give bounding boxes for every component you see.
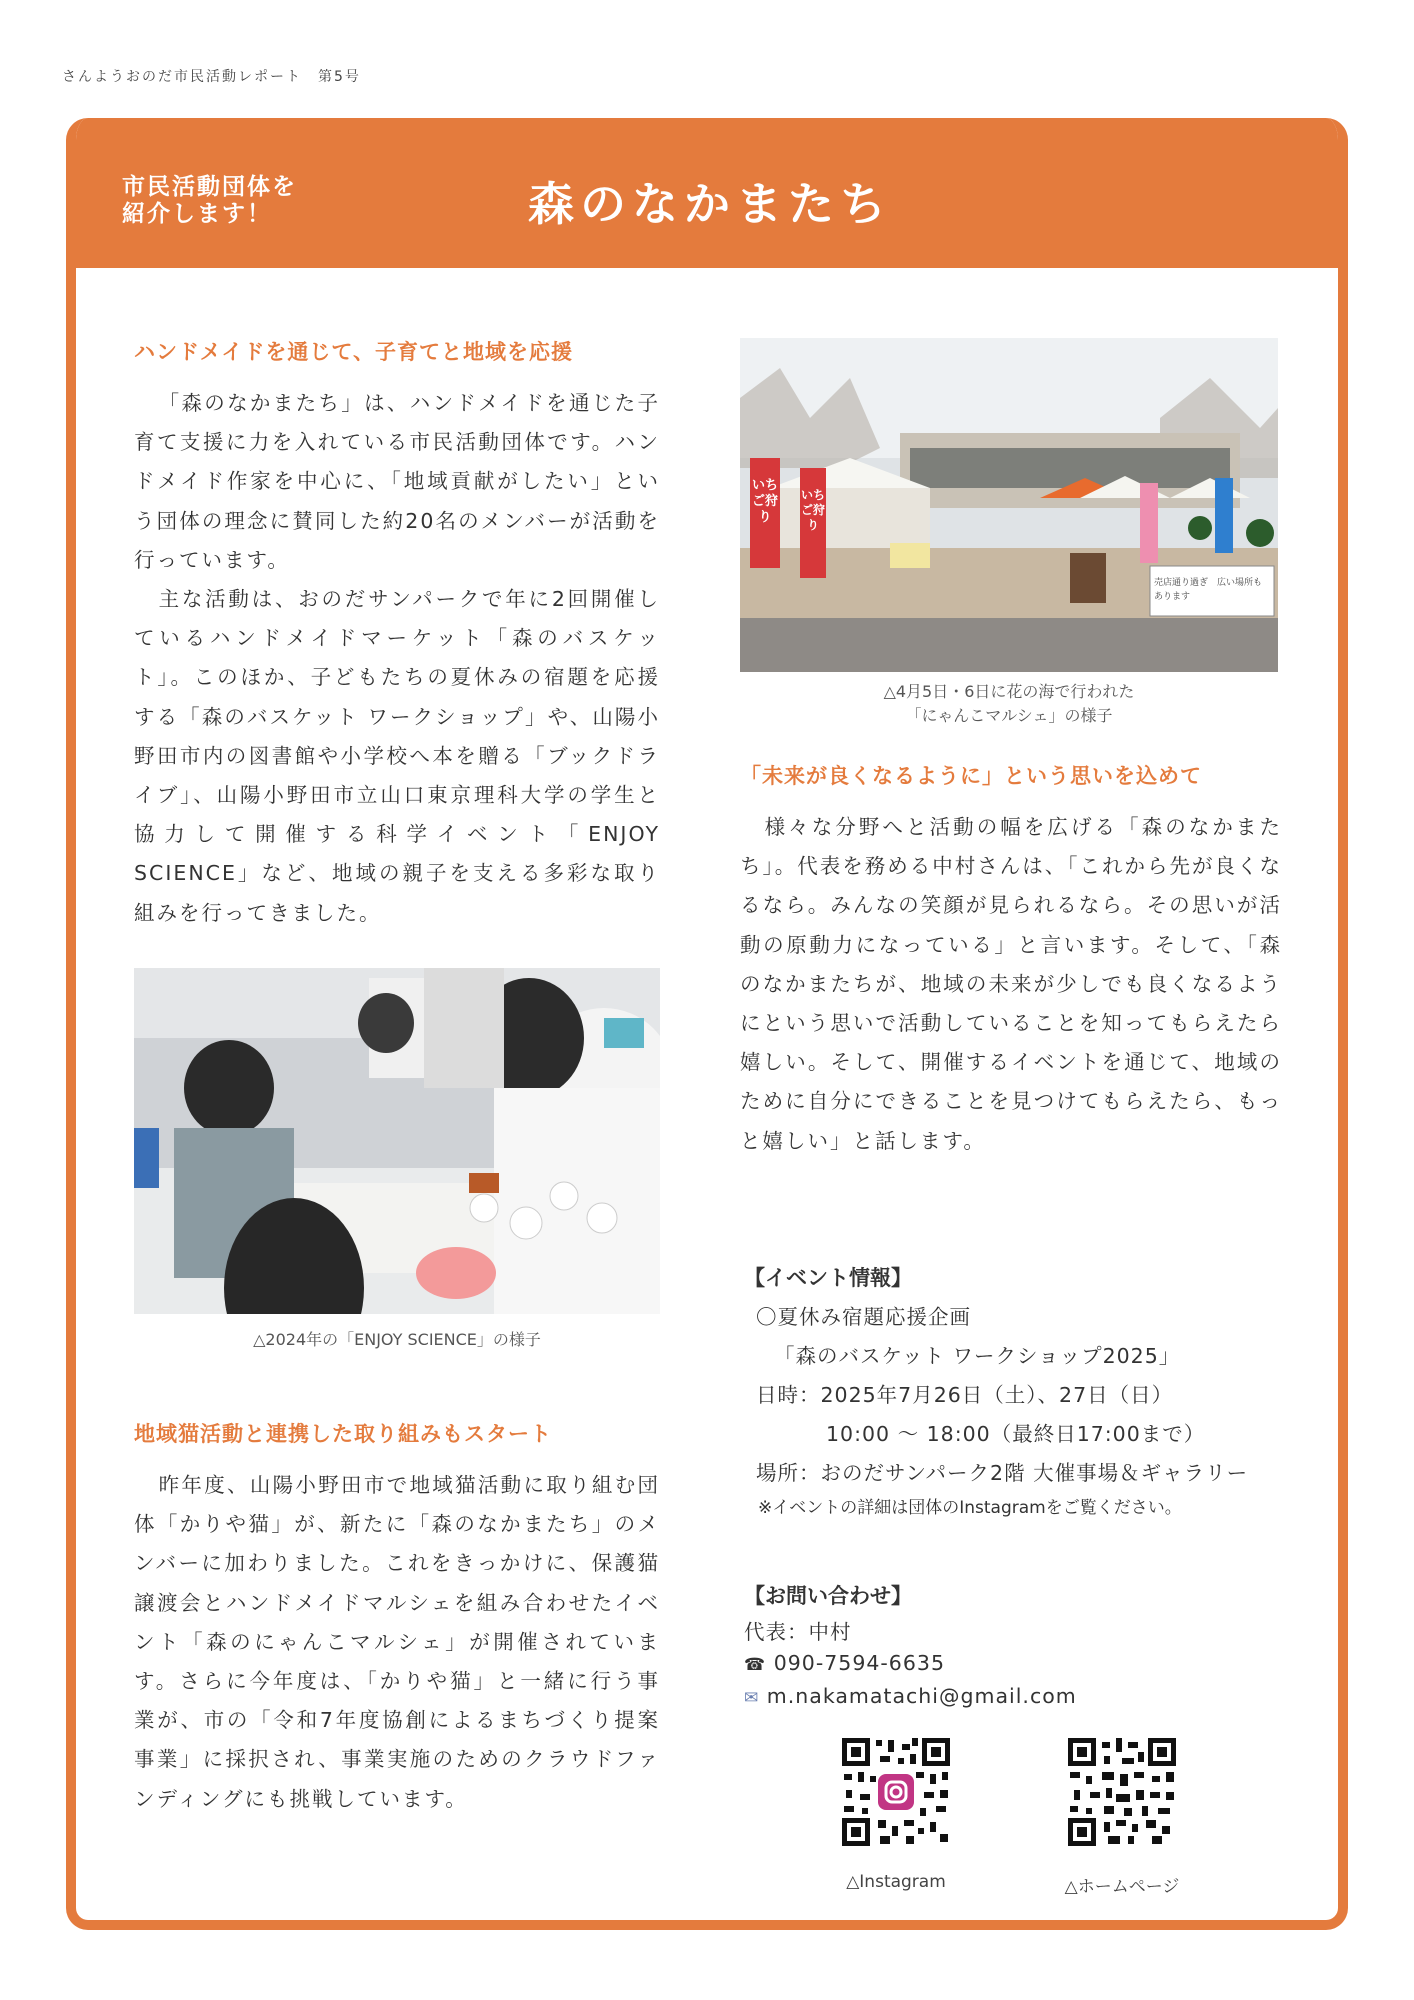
section-handmade-heading: ハンドメイドを通じて、子育てと地域を応援 xyxy=(134,340,573,364)
contact-heading: 【お問い合わせ】 xyxy=(744,1584,912,1608)
homepage-qr-code[interactable] xyxy=(1066,1736,1178,1848)
section-future xyxy=(740,760,1282,1161)
section-community-cats-para: 昨年度、山陽小野田市で地域猫活動に取り組む団体「かりや猫」が、新たに「森のなかまたち」のメンバーに加わりました。これをきっかけに、保護猫譲渡会とハンドメイドマルシェを組み合わせたイベント「森のにゃんこマルシェ」が開催されています。さらに今年度は、「かりや猫」と一緒に行う事業が、市の「令和7年度協創によるまちづくり提案事業」に採択され、事業実施のためのクラウドファンディングにも挑戦しています。 xyxy=(134,1473,660,1811)
publication-header: さんようおのだ市民活動レポート 第5号 xyxy=(62,69,361,85)
instagram-qr-code[interactable] xyxy=(840,1736,952,1848)
strawberry-banner-left: いちご狩り xyxy=(751,478,778,525)
instagram-qr-label: △Instagram xyxy=(846,1872,946,1892)
event-info-line1: 〇夏休み宿題応援企画 xyxy=(756,1305,971,1329)
section-community-cats-heading: 地域猫活動と連携した取り組みもスタート xyxy=(134,1422,552,1446)
event-info-heading: 【イベント情報】 xyxy=(744,1266,912,1290)
venue-sign: 売店通り過ぎ 広い場所もあります xyxy=(1154,578,1263,602)
event-info-place: 場所：おのだサンパーク2階 大催事場＆ギャラリー xyxy=(756,1461,1249,1485)
banner-subtitle-line1: 市民活動団体を xyxy=(122,174,297,200)
contact-email[interactable]: m.nakamatachi@gmail.com xyxy=(766,1684,1077,1708)
section-future-para: 様々な分野へと活動の幅を広げる「森のなかまたち」。代表を務める中村さんは、「これから先が良くなるなら。みんなの笑顔が見られるなら。その思いが活動の原動力になっている」と言います。そして、「森のなかまたちが、地域の未来が少しでも良くなるようにという思いで活動していることを知ってもらえたら嬉しい。そして、開催するイベントを通じて、地域のために自分にできることを見つけてもらえたら、もっと嬉しい」と話します。 xyxy=(740,815,1282,1153)
section-handmade xyxy=(134,336,660,933)
section-future-heading: 「未来が良くなるように」という思いを込めて xyxy=(740,764,1202,788)
photo-nyanko-marche-caption xyxy=(740,680,1278,728)
contact-email-row xyxy=(744,1681,1304,1714)
caption-line1: △4月5日・6日に花の海で行われた xyxy=(883,682,1135,701)
banner-subtitle-line2: 紹介します！ xyxy=(122,201,272,227)
qr-pattern-icon xyxy=(840,1736,952,1848)
contact-phone[interactable]: 090-7594-6635 xyxy=(773,1651,945,1675)
homepage-qr-label: △ホームページ xyxy=(1064,1877,1180,1897)
photo-enjoy-science-caption: △2024年の「ENJOY SCIENCE」の様子 xyxy=(253,1330,541,1349)
title-banner xyxy=(76,118,1338,268)
contact-info xyxy=(744,1580,1304,1714)
science-workshop-illustration xyxy=(134,968,660,1314)
event-info xyxy=(744,1262,1304,1523)
event-info-date: 日時：2025年7月26日（土）、27日（日） xyxy=(756,1383,1174,1407)
envelope-icon: ✉ xyxy=(744,1688,760,1708)
banner-subtitle xyxy=(122,174,297,228)
section-handmade-para2: 主な活動は、おのだサンパークで年に2回開催しているハンドメイドマーケット「森のバスケット」。このほか、子どもたちの夏休みの宿題を応援する「森のバスケット ワークショップ」や、山陽小野田市内の図書館や小学校へ本を贈る「ブックドライブ」、山陽小野田市立山口東京理科大学の学生と協力して開催する科学イベント「ENJOY SCIENCE」など、地域の親子を支える多彩な取り組みを行ってきました。 xyxy=(134,587,660,925)
strawberry-banner-right: いちご狩り xyxy=(800,488,825,532)
section-handmade-para1: 「森のなかまたち」は、ハンドメイドを通じた子育て支援に力を入れている市民活動団体です。ハンドメイド作家を中心に、「地域貢献がしたい」という団体の理念に賛同した約20名のメンバーが活動を行っています。 xyxy=(134,391,660,572)
event-info-note: ※イベントの詳細は団体のInstagramをご覧ください。 xyxy=(758,1498,1182,1518)
contact-phone-row xyxy=(744,1648,1304,1681)
photo-nyanko-marche xyxy=(740,338,1278,672)
qr-pattern-icon-2 xyxy=(1066,1736,1178,1848)
caption-line2: 「にゃんこマルシェ」の様子 xyxy=(905,706,1113,725)
page-title: 森のなかまたち xyxy=(528,177,892,231)
section-community-cats xyxy=(134,1418,660,1819)
event-info-time: 10:00 ～ 18:00（最終日17:00まで） xyxy=(826,1422,1206,1446)
telephone-icon: ☎ xyxy=(744,1655,767,1675)
contact-representative: 代表：中村 xyxy=(744,1620,852,1644)
photo-enjoy-science xyxy=(134,968,660,1314)
event-info-line2: 「森のバスケット ワークショップ2025」 xyxy=(774,1344,1181,1368)
